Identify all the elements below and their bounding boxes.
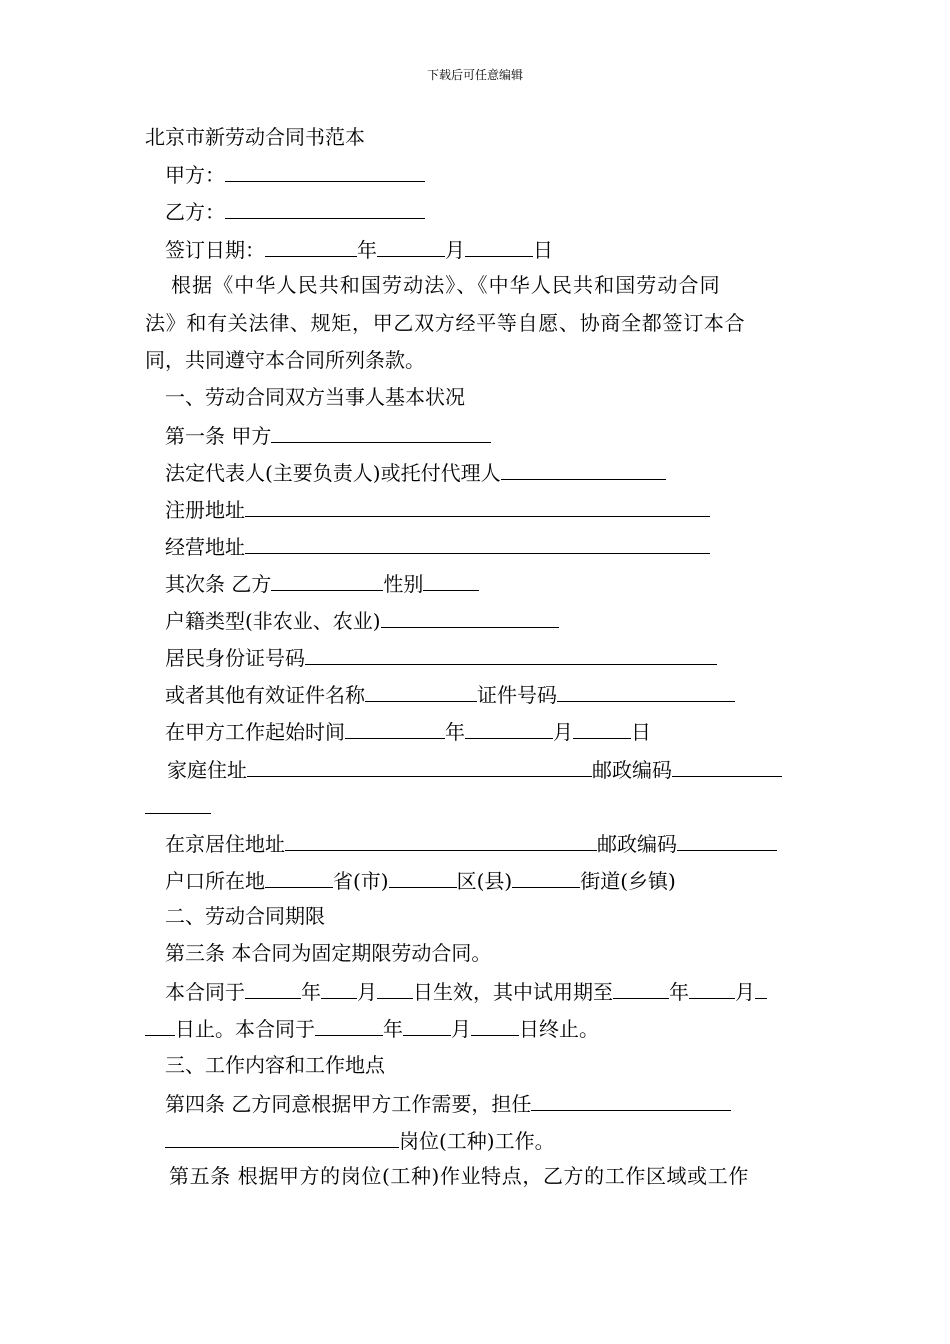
party-b-line	[165, 198, 425, 224]
start-time-line	[165, 718, 651, 744]
party-b-blank	[225, 198, 425, 219]
legal-rep-line	[165, 459, 666, 485]
other-cert-label: 或者其他有效证件名称	[165, 683, 365, 707]
term-line-1	[165, 978, 767, 1004]
sign-date-line	[165, 236, 553, 262]
year-label: 年	[669, 980, 689, 1004]
month-label: 月	[445, 238, 465, 262]
blank	[389, 867, 457, 888]
month-label: 月	[553, 720, 573, 744]
blank	[531, 1090, 731, 1111]
article-5: 第五条 根据甲方的岗位(工种)作业特点，乙方的工作区域或工作	[169, 1164, 749, 1188]
postcode-label: 邮政编码	[592, 758, 672, 782]
party-a-line	[165, 161, 425, 187]
blank	[271, 422, 491, 443]
postcode-label: 邮政编码	[597, 832, 677, 856]
blank	[465, 236, 533, 257]
blank	[557, 681, 735, 702]
reg-addr-line	[165, 496, 710, 522]
home-addr-label: 家庭住址	[167, 758, 247, 782]
id-no-line	[165, 644, 717, 670]
biz-addr-line	[165, 533, 710, 559]
post-label: 岗位(工种)工作。	[399, 1129, 555, 1153]
article-3: 第三条 本合同为固定期限劳动合同。	[165, 941, 492, 965]
article-1-line	[165, 422, 491, 448]
section-3-title: 三、工作内容和工作地点	[165, 1053, 385, 1077]
blank	[145, 793, 211, 814]
reg-addr-label: 注册地址	[165, 498, 245, 522]
month-label: 月	[735, 980, 755, 1004]
article-2: 其次条 乙方	[165, 572, 272, 596]
other-cert-line	[165, 681, 735, 707]
end-label: 日止。本合同于	[175, 1017, 315, 1041]
id-no-label: 居民身份证号码	[165, 646, 305, 670]
blank	[677, 830, 777, 851]
term-label: 本合同于	[165, 980, 245, 1004]
blank	[245, 978, 301, 999]
home-addr-cont	[145, 793, 211, 819]
blank	[755, 978, 767, 999]
blank	[501, 459, 666, 480]
blank	[471, 1015, 519, 1036]
blank	[305, 644, 717, 665]
section-2-title: 二、劳动合同期限	[165, 904, 325, 928]
blank	[247, 756, 592, 777]
home-addr-line	[167, 756, 782, 782]
biz-addr-label: 经营地址	[165, 535, 245, 559]
blank	[315, 1015, 383, 1036]
month-label: 月	[357, 980, 377, 1004]
year-label: 年	[383, 1017, 403, 1041]
blank	[423, 570, 479, 591]
hukou-type-label: 户籍类型(非农业、农业)	[165, 609, 381, 633]
page-header: 下载后可任意编辑	[426, 68, 523, 82]
sign-date-label: 签订日期：	[165, 238, 265, 262]
gender-label: 性别	[383, 572, 424, 596]
blank	[377, 236, 445, 257]
blank	[145, 1015, 175, 1036]
blank	[265, 236, 357, 257]
blank	[365, 681, 477, 702]
doc-title: 北京市新劳动合同书范本	[145, 125, 365, 149]
blank	[512, 867, 580, 888]
blank	[613, 978, 669, 999]
blank	[271, 570, 383, 591]
start-time-label: 在甲方工作起始时间	[165, 720, 345, 744]
blank	[245, 533, 710, 554]
effective-label: 日生效，其中试用期至	[413, 980, 613, 1004]
hukou-loc-label: 户口所在地	[165, 869, 265, 893]
day-label: 日	[631, 720, 651, 744]
year-label: 年	[301, 980, 321, 1004]
section-1-title: 一、劳动合同双方当事人基本状况	[165, 385, 465, 409]
blank	[321, 978, 357, 999]
intro-line-1: 根据《中华人民共和国劳动法》、《中华人民共和国劳动合同	[171, 273, 721, 297]
hukou-loc-line	[165, 867, 676, 893]
party-a-label: 甲方：	[165, 163, 225, 187]
intro-line-3: 同，共同遵守本合同所列条款。	[145, 348, 425, 372]
term-line-2	[145, 1015, 599, 1041]
blank	[245, 496, 710, 517]
blank	[403, 1015, 451, 1036]
blank	[465, 718, 553, 739]
cert-no-label: 证件号码	[477, 683, 557, 707]
party-b-label: 乙方：	[165, 200, 225, 224]
district-label: 区(县)	[456, 869, 513, 893]
bj-addr-label: 在京居住地址	[165, 832, 285, 856]
province-label: 省(市)	[333, 869, 389, 893]
year-label: 年	[445, 720, 465, 744]
year-label: 年	[357, 238, 377, 262]
article-4-line	[165, 1090, 731, 1116]
blank	[573, 718, 631, 739]
blank	[265, 867, 333, 888]
month-label: 月	[451, 1017, 471, 1041]
blank	[165, 1127, 399, 1148]
street-label: 街道(乡镇)	[580, 869, 676, 893]
article-4-cont	[165, 1127, 555, 1153]
legal-rep-label: 法定代表人(主要负责人)或托付代理人	[165, 461, 501, 485]
article-1: 第一条 甲方	[165, 424, 272, 448]
bj-addr-line	[165, 830, 777, 856]
article-4: 第四条 乙方同意根据甲方工作需要，担任	[165, 1092, 532, 1116]
end-label-2: 日终止。	[519, 1017, 599, 1041]
blank	[345, 718, 445, 739]
blank	[381, 607, 559, 628]
blank	[377, 978, 413, 999]
blank	[285, 830, 597, 851]
blank	[672, 756, 782, 777]
hukou-type-line	[165, 607, 559, 633]
day-label: 日	[533, 238, 553, 262]
party-a-blank	[225, 161, 425, 182]
intro-line-2: 法》和有关法律、规矩，甲乙双方经平等自愿、协商全都签订本合	[145, 311, 746, 335]
blank	[689, 978, 735, 999]
article-2-line	[165, 570, 479, 596]
